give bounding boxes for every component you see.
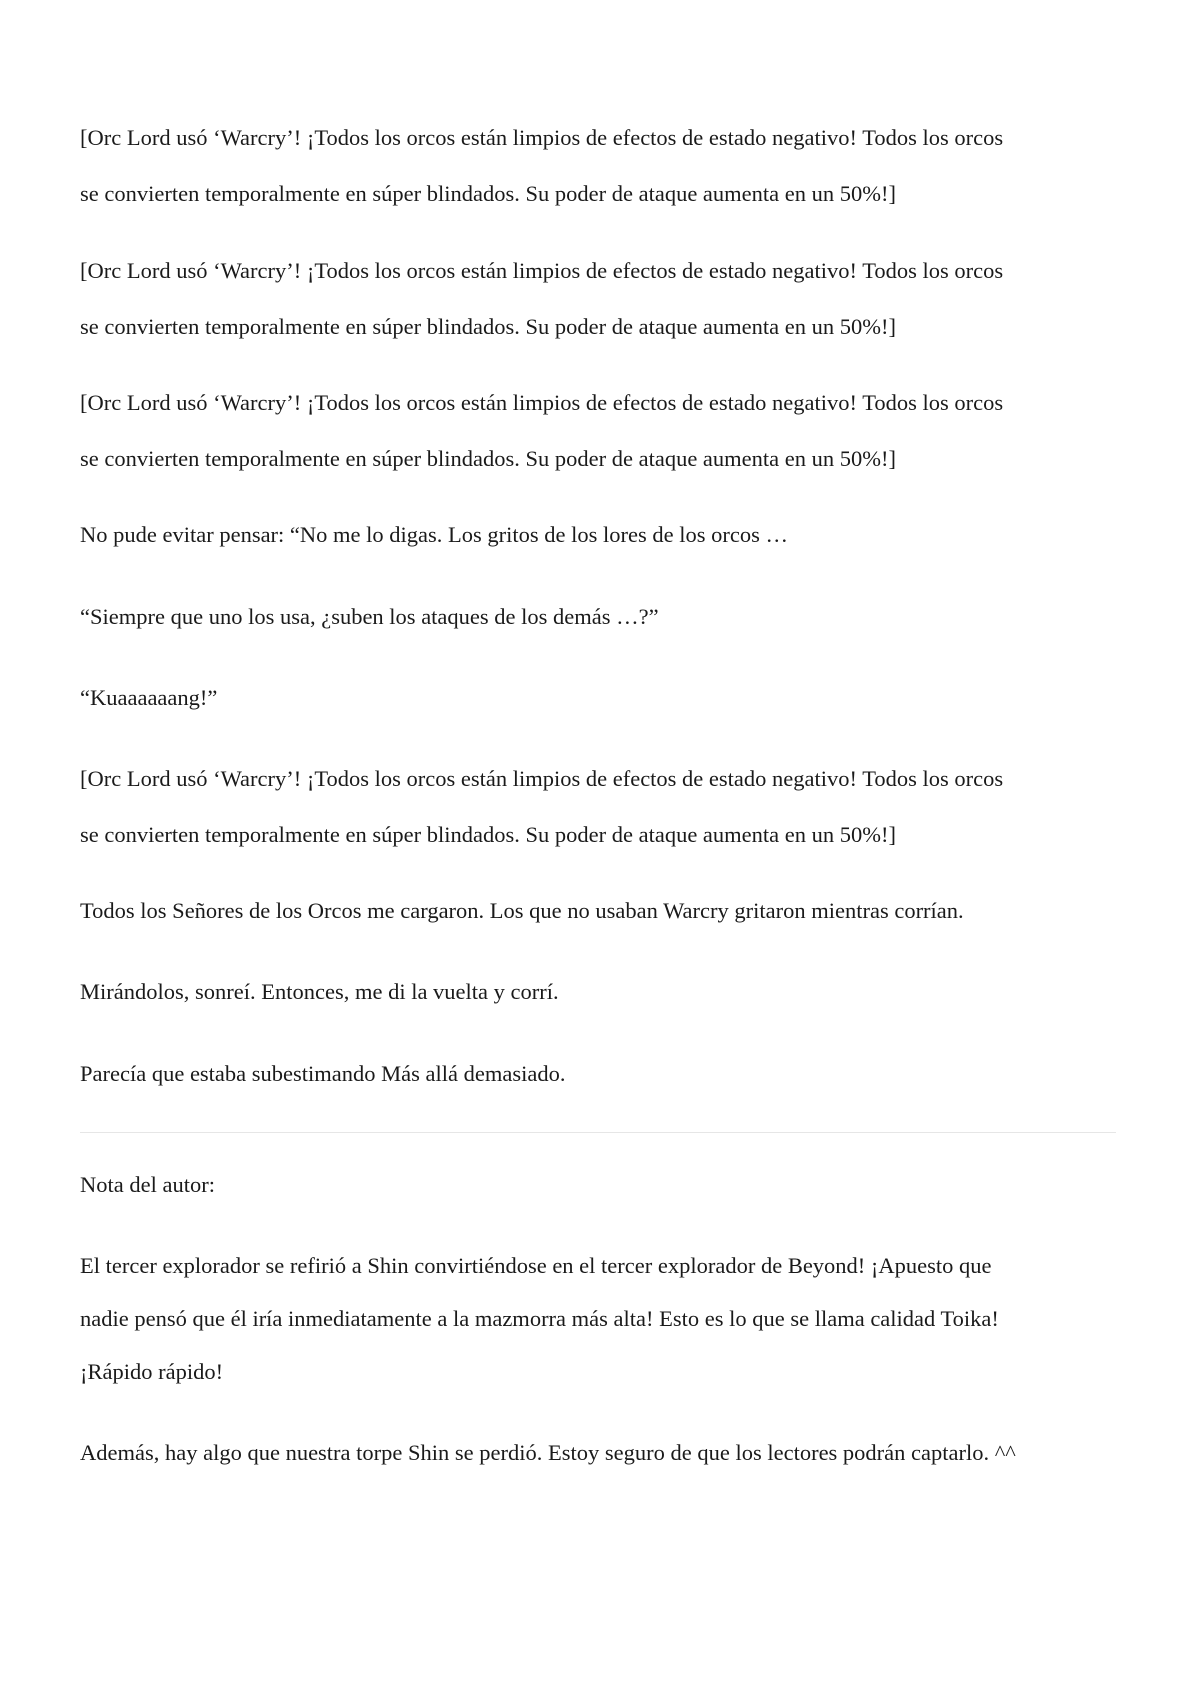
author-note-paragraph (80, 1425, 1016, 1481)
text-line: Mirándolos, sonreí. Entonces, me di la vuelta y corrí. (80, 979, 559, 1004)
paragraph-dialogue (80, 589, 659, 645)
paragraph (80, 883, 964, 939)
text-line: nadie pensó que él iría inmediatamente a la mazmorra más alta! Esto es lo que se llama calidad Toika! (80, 1306, 999, 1331)
text-line: [Orc Lord usó ‘Warcry’! ¡Todos los orcos están limpios de efectos de estado negativo! Todos los orcos (80, 766, 1004, 791)
text-line: ¡Rápido rápido! (80, 1359, 224, 1384)
text-line: se convierten temporalmente en súper blindados. Su poder de ataque aumenta en un 50%!] (80, 446, 896, 471)
text-line: El tercer explorador se refirió a Shin convirtiéndose en el tercer explorador de Beyond! ¡Apuesto que (80, 1253, 992, 1278)
paragraph (80, 1046, 565, 1102)
text-line: “Siempre que uno los usa, ¿suben los ataques de los demás …?” (80, 604, 659, 629)
text-line: se convierten temporalmente en súper blindados. Su poder de ataque aumenta en un 50%!] (80, 314, 896, 339)
author-note-heading (80, 1157, 215, 1213)
text-line: se convierten temporalmente en súper blindados. Su poder de ataque aumenta en un 50%!] (80, 822, 896, 847)
text-line: Nota del autor: (80, 1172, 215, 1197)
text-line: Parecía que estaba subestimando Más allá demasiado. (80, 1061, 566, 1086)
text-line: Además, hay algo que nuestra torpe Shin se perdió. Estoy seguro de que los lectores podrán captarlo. ^^ (80, 1440, 1016, 1465)
paragraph-system-message (80, 375, 1003, 487)
paragraph (80, 507, 788, 563)
paragraph (80, 964, 559, 1020)
paragraph-system-message (80, 243, 1003, 355)
text-line: “Kuaaaaaang!” (80, 685, 218, 710)
section-divider (80, 1132, 1116, 1133)
author-note-paragraph (80, 1239, 999, 1398)
text-line: [Orc Lord usó ‘Warcry’! ¡Todos los orcos están limpios de efectos de estado negativo! Todos los orcos (80, 258, 1004, 283)
paragraph-system-message (80, 751, 1003, 863)
text-line: [Orc Lord usó ‘Warcry’! ¡Todos los orcos están limpios de efectos de estado negativo! Todos los orcos (80, 125, 1004, 150)
paragraph-system-message (80, 110, 1003, 222)
text-line: se convierten temporalmente en súper blindados. Su poder de ataque aumenta en un 50%!] (80, 181, 896, 206)
document-page (80, 0, 1120, 1684)
text-line: Todos los Señores de los Orcos me cargaron. Los que no usaban Warcry gritaron mientras corrían. (80, 898, 964, 923)
text-line: [Orc Lord usó ‘Warcry’! ¡Todos los orcos están limpios de efectos de estado negativo! Todos los orcos (80, 390, 1004, 415)
paragraph-dialogue (80, 670, 217, 726)
text-line: No pude evitar pensar: “No me lo digas. Los gritos de los lores de los orcos … (80, 522, 788, 547)
